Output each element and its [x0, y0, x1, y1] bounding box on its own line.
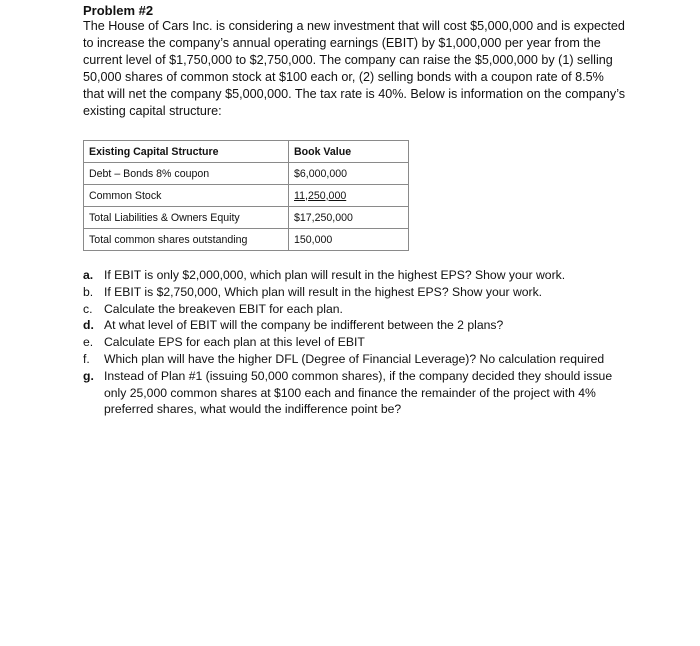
- question-text: Calculate EPS for each plan at this level of EBIT: [104, 335, 365, 350]
- column-header-book-value: Book Value: [289, 141, 409, 163]
- row-value-total-liabilities: $17,250,000: [289, 207, 409, 229]
- question-text: If EBIT is only $2,000,000, which plan will result in the highest EPS? Show your work.: [104, 268, 566, 282]
- question-item-d: [83, 317, 628, 334]
- question-text: Which plan will have the higher DFL (Degree of Financial Leverage)? No calculation required: [104, 351, 605, 366]
- question-label: a.: [83, 268, 94, 282]
- capital-structure-table: [83, 140, 409, 251]
- question-item-a: [83, 267, 628, 284]
- question-item-c: [83, 301, 628, 318]
- row-label-shares-outstanding: Total common shares outstanding: [84, 229, 289, 251]
- table-row: [84, 185, 409, 207]
- row-value-common-stock: 11,250,000: [289, 185, 409, 207]
- problem-intro: The House of Cars Inc. is considering a new investment that will cost $5,000,000 and is expected to increase the company’s annual operating earnings (EBIT) by $1,000,000 per year from the current level of $1,750,000 to $2,750,000. The company can raise the $5,000,000 by (1) selling 50,000 shares of common stock at $100 each or, (2) selling bonds with a coupon rate of 8.5% that will net the company $5,000,000. The tax rate is 40%. Below is information on the company’s existing capital structure:: [83, 19, 626, 118]
- question-label: b.: [83, 284, 94, 299]
- problem-title: Problem #2: [83, 3, 154, 18]
- question-list: [83, 267, 628, 418]
- question-label: c.: [83, 301, 93, 316]
- row-value-debt: $6,000,000: [289, 163, 409, 185]
- question-item-f: [83, 351, 628, 368]
- row-value-shares-outstanding: 150,000: [289, 229, 409, 251]
- table-row: [84, 163, 409, 185]
- question-text: At what level of EBIT will the company be indifferent between the 2 plans?: [104, 318, 504, 333]
- table-row: [84, 229, 409, 251]
- row-label-common-stock: Common Stock: [84, 185, 289, 207]
- table-row: [84, 207, 409, 229]
- question-label: f.: [83, 351, 90, 366]
- table-header-row: [84, 141, 409, 163]
- question-label: g.: [83, 368, 94, 383]
- question-text: Instead of Plan #1 (issuing 50,000 common shares), if the company decided they should issue only 25,000 common shares at $100 each and finance the remainder of the project with 4% preferred shares, what would the indifference point be?: [104, 368, 613, 417]
- question-item-e: [83, 334, 628, 351]
- question-label: e.: [83, 335, 94, 350]
- question-text: Calculate the breakeven EBIT for each plan.: [104, 301, 343, 316]
- row-label-total-liabilities: Total Liabilities & Owners Equity: [84, 207, 289, 229]
- column-header-structure: Existing Capital Structure: [84, 141, 289, 163]
- question-item-g: [83, 368, 628, 418]
- question-label: d.: [83, 318, 94, 333]
- question-item-b: [83, 284, 628, 301]
- question-text: If EBIT is $2,750,000, Which plan will result in the highest EPS? Show your work.: [104, 284, 543, 299]
- row-label-debt: Debt – Bonds 8% coupon: [84, 163, 289, 185]
